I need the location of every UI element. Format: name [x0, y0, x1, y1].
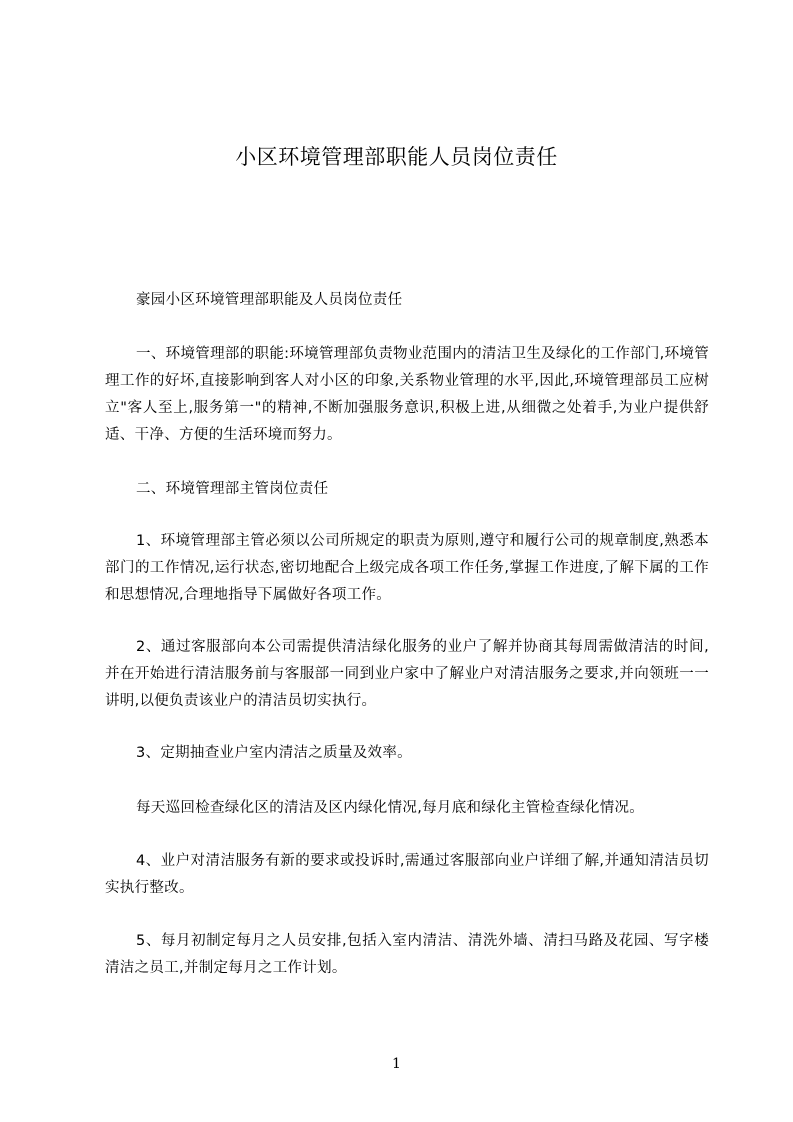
inspection-paragraph: 每天巡回检查绿化区的清洁及区内绿化情况,每月底和绿化主管检查绿化情况。: [136, 800, 645, 816]
section-2-heading: 二、环境管理部主管岗位责任: [136, 481, 329, 497]
section-1-paragraph: 一、环境管理部的职能:环境管理部负责物业范围内的清洁卫生及绿化的工作部门,环境管理工作的好坏,直接影响到客人对小区的印象,关系物业管理的水平,因此,环境管理部员工应树立"客人至上,服务第一"的精神,不断加强服务意识,积极上进,从细微之处着手,为业户提供舒适、干净、方便的生活环境而努力。: [105, 346, 709, 443]
item-1-paragraph: 1、环境管理部主管必须以公司所规定的职责为原则,遵守和履行公司的规章制度,熟悉本部门的工作情况,运行状态,密切地配合上级完成各项工作任务,掌握工作进度,了解下属的工作和思想情况,合理地指导下属做好各项工作。: [105, 533, 709, 603]
page-number: 1: [392, 1056, 401, 1072]
item-3-paragraph: 3、定期抽查业户室内清洁之质量及效率。: [136, 745, 412, 761]
item-5-paragraph: 5、每月初制定每月之人员安排,包括入室内清洁、清洗外墙、清扫马路及花园、写字楼清洁之员工,并制定每月之工作计划。: [105, 933, 709, 976]
document-title: 小区环境管理部职能人员岗位责任: [235, 145, 558, 169]
item-4-paragraph: 4、业户对清洁服务有新的要求或投诉时,需通过客服部向业户详细了解,并通知清洁员切实执行整改。: [105, 853, 709, 896]
intro-paragraph: 豪园小区环境管理部职能及人员岗位责任: [136, 292, 403, 308]
item-2-paragraph: 2、通过客服部向本公司需提供清洁绿化服务的业户了解并协商其每周需做清洁的时间,并在开始进行清洁服务前与客服部一同到业户家中了解业户对清洁服务之要求,并向领班一一讲明,以便负责该业户的清洁员切实执行。: [105, 639, 709, 709]
